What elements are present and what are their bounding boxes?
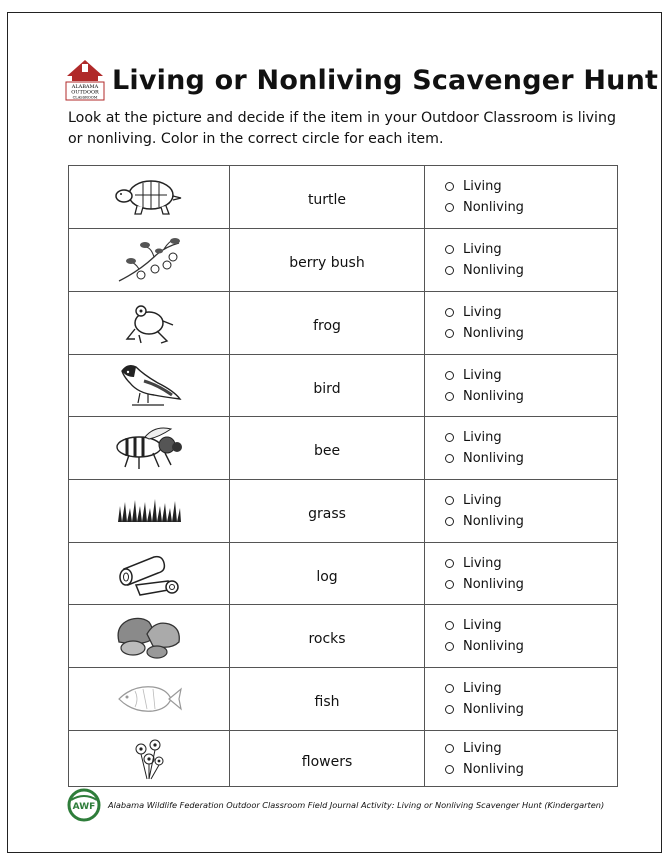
living-label: Living xyxy=(463,242,502,257)
instructions: Look at the picture and decide if the item in your Outdoor Classroom is living or nonliving. Color in the correct circle for each item. xyxy=(68,110,616,147)
nonliving-label: Nonliving xyxy=(463,514,524,529)
nonliving-label: Nonliving xyxy=(463,200,524,215)
item-picture-cell xyxy=(69,417,230,480)
footer xyxy=(66,788,604,822)
nonliving-option[interactable] xyxy=(445,574,617,595)
living-option[interactable] xyxy=(445,427,617,448)
item-picture-cell xyxy=(69,731,230,787)
nonliving-label: Nonliving xyxy=(463,639,524,654)
item-name: fish xyxy=(230,668,425,731)
item-picture-cell xyxy=(69,668,230,731)
berry-bush-icon xyxy=(69,235,229,285)
living-option[interactable] xyxy=(445,615,617,636)
item-picture-cell xyxy=(69,166,230,229)
item-choices xyxy=(425,605,618,668)
table-row xyxy=(69,417,618,480)
living-option[interactable] xyxy=(445,490,617,511)
nonliving-option[interactable] xyxy=(445,511,617,532)
living-circle[interactable] xyxy=(445,433,454,442)
fish-icon xyxy=(69,679,229,719)
svg-text:OUTDOOR: OUTDOOR xyxy=(71,89,99,96)
nonliving-circle[interactable] xyxy=(445,580,454,589)
page-title: Living or Nonliving Scavenger Hunt xyxy=(112,64,659,96)
outdoor-classroom-logo xyxy=(64,58,106,102)
nonliving-option[interactable] xyxy=(445,323,617,344)
nonliving-label: Nonliving xyxy=(463,326,524,341)
nonliving-label: Nonliving xyxy=(463,451,524,466)
living-label: Living xyxy=(463,681,502,696)
nonliving-option[interactable] xyxy=(445,699,617,720)
bird-icon xyxy=(69,361,229,411)
item-picture-cell xyxy=(69,292,230,355)
living-option[interactable] xyxy=(445,678,617,699)
table-row xyxy=(69,480,618,543)
table-row xyxy=(69,543,618,605)
item-choices xyxy=(425,731,618,787)
item-choices xyxy=(425,166,618,229)
table-row xyxy=(69,166,618,229)
living-option[interactable] xyxy=(445,738,617,759)
item-choices xyxy=(425,543,618,605)
nonliving-option[interactable] xyxy=(445,448,617,469)
svg-text:ALABAMA: ALABAMA xyxy=(71,84,99,90)
item-name: bee xyxy=(230,417,425,480)
living-circle[interactable] xyxy=(445,621,454,630)
rocks-icon xyxy=(69,612,229,660)
living-option[interactable] xyxy=(445,302,617,323)
scavenger-table xyxy=(68,165,618,787)
turtle-icon xyxy=(69,174,229,220)
item-picture-cell xyxy=(69,355,230,417)
living-circle[interactable] xyxy=(445,308,454,317)
nonliving-circle[interactable] xyxy=(445,517,454,526)
nonliving-circle[interactable] xyxy=(445,392,454,401)
table-row xyxy=(69,355,618,417)
footer-text: Alabama Wildlife Federation Outdoor Classroom Field Journal Activity: Living or Nonliving Scavenger Hunt (Kindergarten) xyxy=(108,800,605,810)
nonliving-circle[interactable] xyxy=(445,454,454,463)
nonliving-circle[interactable] xyxy=(445,642,454,651)
awf-logo xyxy=(66,788,102,822)
nonliving-circle[interactable] xyxy=(445,329,454,338)
nonliving-option[interactable] xyxy=(445,386,617,407)
item-name: berry bush xyxy=(230,229,425,292)
nonliving-circle[interactable] xyxy=(445,203,454,212)
nonliving-label: Nonliving xyxy=(463,576,524,592)
living-option[interactable] xyxy=(445,239,617,260)
item-choices xyxy=(425,292,618,355)
nonliving-option[interactable] xyxy=(445,197,617,218)
item-choices xyxy=(425,417,618,480)
bee-icon xyxy=(69,423,229,473)
nonliving-circle[interactable] xyxy=(445,705,454,714)
svg-text:AWF: AWF xyxy=(72,802,96,812)
nonliving-circle[interactable] xyxy=(445,266,454,275)
living-label: Living xyxy=(463,305,502,320)
item-name: flowers xyxy=(230,731,425,787)
table-row xyxy=(69,229,618,292)
nonliving-option[interactable] xyxy=(445,759,617,780)
living-label: Living xyxy=(463,179,502,194)
nonliving-option[interactable] xyxy=(445,636,617,657)
item-name: rocks xyxy=(230,605,425,668)
table-row xyxy=(69,605,618,668)
item-choices xyxy=(425,355,618,417)
item-name: turtle xyxy=(230,166,425,229)
living-circle[interactable] xyxy=(445,182,454,191)
item-choices xyxy=(425,229,618,292)
living-label: Living xyxy=(463,367,502,383)
log-icon xyxy=(69,551,229,597)
living-circle[interactable] xyxy=(445,559,454,568)
living-label: Living xyxy=(463,430,502,445)
item-name: frog xyxy=(230,292,425,355)
grass-icon xyxy=(69,496,229,526)
item-picture-cell xyxy=(69,229,230,292)
frog-icon xyxy=(69,299,229,347)
table-row xyxy=(69,731,618,787)
nonliving-option[interactable] xyxy=(445,260,617,281)
item-picture-cell xyxy=(69,543,230,605)
item-picture-cell xyxy=(69,480,230,543)
svg-text:CLASSROOM: CLASSROOM xyxy=(72,95,98,100)
living-circle[interactable] xyxy=(445,371,454,380)
living-option[interactable] xyxy=(445,176,617,197)
living-circle[interactable] xyxy=(445,496,454,505)
living-label: Living xyxy=(463,740,502,756)
nonliving-label: Nonliving xyxy=(463,263,524,278)
item-choices xyxy=(425,668,618,731)
table-row xyxy=(69,668,618,731)
flowers-icon xyxy=(69,737,229,781)
living-circle[interactable] xyxy=(445,684,454,693)
item-choices xyxy=(425,480,618,543)
item-picture-cell xyxy=(69,605,230,668)
living-label: Living xyxy=(463,618,502,633)
item-name: grass xyxy=(230,480,425,543)
living-circle[interactable] xyxy=(445,744,454,753)
living-option[interactable] xyxy=(445,365,617,386)
item-name: log xyxy=(230,543,425,605)
living-label: Living xyxy=(463,555,502,571)
nonliving-label: Nonliving xyxy=(463,761,524,777)
item-name: bird xyxy=(230,355,425,417)
living-label: Living xyxy=(463,493,502,508)
table-row xyxy=(69,292,618,355)
nonliving-label: Nonliving xyxy=(463,388,524,404)
nonliving-circle[interactable] xyxy=(445,765,454,774)
living-option[interactable] xyxy=(445,553,617,574)
nonliving-label: Nonliving xyxy=(463,702,524,717)
living-circle[interactable] xyxy=(445,245,454,254)
header xyxy=(64,58,658,102)
